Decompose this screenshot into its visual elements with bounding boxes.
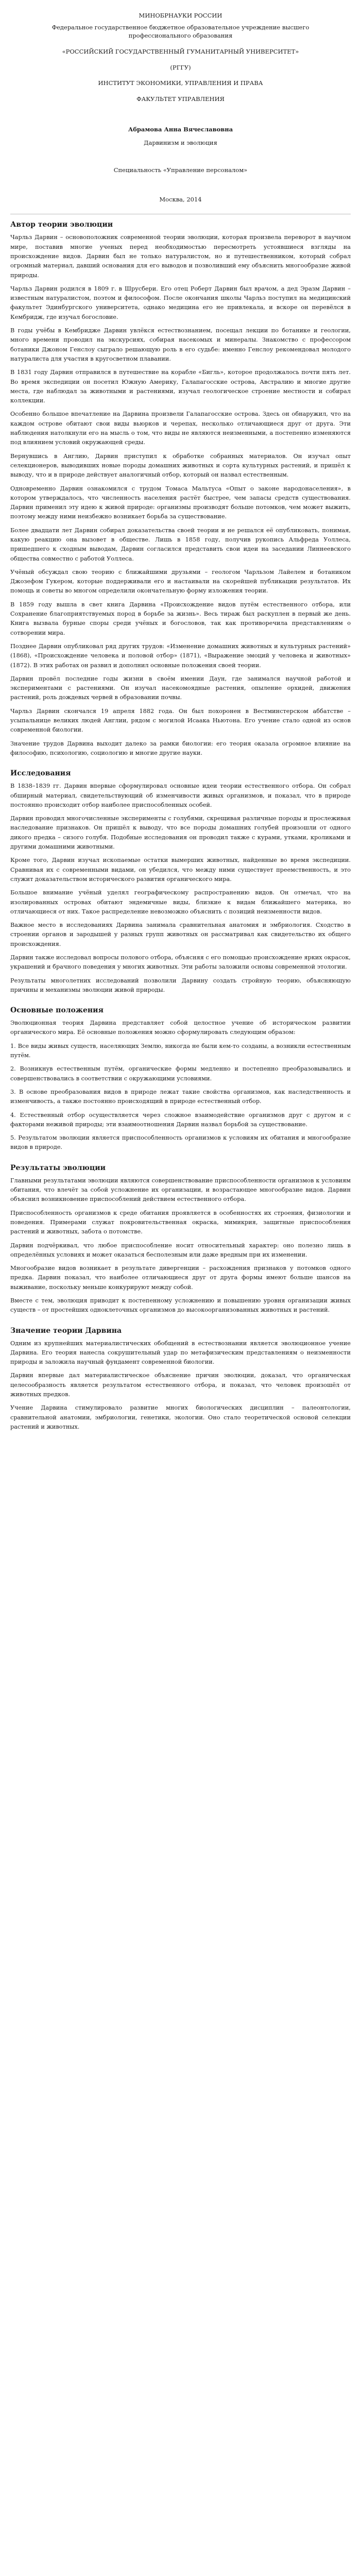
paragraph: Эволюционная теория Дарвина представляет собой целостное учение об историческом развитии органического мира. Её основные положения можно сформулировать следующим образом: [10, 1020, 351, 1036]
section-body [10, 782, 351, 995]
paragraph: Позднее Дарвин опубликовал ряд других трудов: «Изменение домашних животных и культурных растений» (1868), «Происхождение человека и половой отбор» (1871), «Выражение эмоций у человека и животных» (1872). В этих работах он развил и дополнил основные положения своей теории. [10, 642, 351, 669]
author-name: Абрамова Анна Вячеславовна [128, 125, 233, 133]
work-title: Дарвинизм и эволюция [144, 139, 217, 147]
paragraph: Чарльз Дарвин – основоположник современной теории эволюции, которая произвела переворот в научном мире, поставив многие ученых перед необходимостью пересмотреть устоявшиеся взгляды на происхождение видов. Дарвин был не только натуралистом, но и путешественником, который собрал огромный материал, давший основания для его выводов и позволивший ему объяснить многообразие живой природы. [10, 234, 351, 279]
section-body [10, 1339, 351, 1432]
paragraph: Чарльз Дарвин скончался 19 апреля 1882 года. Он был похоронен в Вестминстерском аббатстве – усыпальнице великих людей Англии, рядом с могилой Исаака Ньютона. Его учение стало одной из основ современной биологии. [10, 707, 351, 734]
university-name: «РОССИЙСКИЙ ГОСУДАРСТВЕННЫЙ ГУМАНИТАРНЫЙ УНИВЕРСИТЕТ» [62, 48, 299, 56]
paragraph: 5. Результатом эволюции является приспособленность организмов к условиям их обитания и многообразие видов в природе. [10, 1134, 351, 1151]
paragraph: Одним из крупнейших материалистических обобщений в естествознании является эволюционное учение Дарвина. Его теория нанесла сокрушительный удар по метафизическим представлениям о неизменности природы и заложила научный фундамент современной биологии. [10, 1340, 351, 1366]
paragraph: Чарльз Дарвин родился в 1809 г. в Шрусбери. Его отец Роберт Дарвин был врачом, а дед Эразм Дарвин – известным натуралистом, поэтом и философом. После окончания школы Чарльз поступил на медицинский факультет Эдинбургского университета, однако медицина его не привлекала, и вскоре он перевёлся в Кембридж, где изучал богословие. [10, 285, 351, 320]
paragraph: Приспособленность организмов к среде обитания проявляется в особенностях их строения, физиологии и поведения. Примерами служат покровительственная окраска, мимикрия, защитные приспособления растений и животных, забота о потомстве. [10, 1209, 351, 1235]
section-research [10, 769, 351, 995]
section-title: Исследования [10, 769, 71, 778]
section-body [10, 1176, 351, 1315]
section-principles [10, 1006, 351, 1153]
paragraph: Большое внимание учёный уделял географическому распространению видов. Он отмечал, что на изолированных островах обитают эндемичные виды, близкие к видам ближайшего материка, но отличающиеся от них. Такое распределение невозможно объяснить с позиций неизменности видов. [10, 889, 351, 915]
paragraph: Важное место в исследованиях Дарвина занимала сравнительная анатомия и эмбриология. Сходство в строении органов и зародышей у разных групп животных он рассматривал как свидетельство их общего происхождения. [10, 922, 351, 947]
paragraph: Главными результатами эволюции являются совершенствование приспособленности организмов к условиям обитания, что влечёт за собой усложнение их организации, и возрастающее многообразие видов. Дарвин объяснил возникновение приспособлений действием естественного отбора. [10, 1177, 351, 1203]
section-title: Автор теории эволюции [10, 221, 113, 229]
paragraph: Вместе с тем, эволюция приводит к постепенному усложнению и повышению уровня организации живых существ – от простейших одноклеточных организмов до высокоорганизованных животных и растений. [10, 1297, 351, 1314]
ministry-name: МИНОБРНАУКИ РОССИИ [139, 12, 222, 19]
paragraph: 2. Возникнув естественным путём, органические формы медленно и постепенно преобразовывались и совершенствовались в соответствии с окружающими условиями. [10, 1065, 351, 1082]
paragraph: Учение Дарвина стимулировало развитие многих биологических дисциплин – палеонтологии, сравнительной анатомии, эмбриологии, генетики, экологии. Оно стало теоретической основой селекции растений и животных. [10, 1404, 351, 1430]
document-page [10, 0, 351, 1456]
section-body [10, 233, 351, 758]
paragraph: Более двадцати лет Дарвин собирал доказательства своей теории и не решался её опубликовать, понимая, какую реакцию она вызовет в обществе. Лишь в 1858 году, получив рукопись Альфреда Уоллеса, пришедшего к сходным выводам, Дарвин согласился представить свои идеи на заседании Линнеевского общества совместно с работой Уоллеса. [10, 527, 351, 562]
institute-name: ИНСТИТУТ ЭКОНОМИКИ, УПРАВЛЕНИЯ И ПРАВА [98, 79, 263, 87]
paragraph: Одновременно Дарвин ознакомился с трудом Томаса Мальтуса «Опыт о законе народонаселения», в котором утверждалось, что численность населения растёт быстрее, чем запасы средств существования. Дарвин применил эту идею к живой природе: организмы производят больше потомков, чем может выжить, поэтому между ними неизбежно возникает борьба за существование. [10, 485, 351, 520]
paragraph: Многообразие видов возникает в результате дивергенции – расхождения признаков у потомков одного предка. Дарвин показал, что наиболее отличающиеся друг от друга формы имеют больше шансов на выживание, поскольку меньше конкурируют между собой. [10, 1265, 351, 1291]
paragraph: Кроме того, Дарвин изучал ископаемые остатки вымерших животных, найденные во время экспедиции. Сравнивая их с современными видами, он убедился, что между ними существует преемственность, и это служит доказательством исторического развития органического мира. [10, 857, 351, 883]
paragraph: Дарвин впервые дал материалистическое объяснение причин эволюции, доказал, что органическая целесообразность является результатом естественного отбора, и показал, что человек произошёл от животных предков. [10, 1372, 351, 1398]
paragraph: В годы учёбы в Кембридже Дарвин увлёкся естествознанием, посещал лекции по ботанике и геологии, много времени проводил на экскурсиях, собирая насекомых и минералы. Знакомство с профессором ботаники Джоном Генслоу сыграло решающую роль в его судьбе: именно Генслоу рекомендовал молодого натуралиста для участия в кругосветном плавании. [10, 327, 351, 362]
institution-type: Федеральное государственное бюджетное образовательное учреждение высшего профессионального образования [51, 23, 310, 40]
paragraph: Вернувшись в Англию, Дарвин приступил к обработке собранных материалов. Он изучал опыт селекционеров, выводивших новые породы домашних животных и сорта культурных растений, и пришёл к выводу, что и в природе действует аналогичный отбор, который он назвал естественным. [10, 452, 351, 479]
paragraph: В 1831 году Дарвин отправился в путешествие на корабле «Бигль», которое продолжалось почти пять лет. Во время экспедиции он посетил Южную Америку, Галапагосские острова, Австралию и многие другие места, где наблюдал за животными и растениями, изучал геологическое строение местности и собирал коллекции. [10, 369, 351, 404]
section-results [10, 1164, 351, 1315]
paragraph: Дарвин также исследовал вопросы полового отбора, объясняя с его помощью происхождение ярких окрасок, украшений и брачного поведения у многих животных. Эти работы заложили основы современной этологии. [10, 954, 351, 971]
page-bottom-space [10, 1436, 351, 1456]
paragraph: Дарвин проводил многочисленные эксперименты с голубями, скрещивая различные породы и прослеживая наследование признаков. Он пришёл к выводу, что все породы домашних голубей произошли от одного дикого предка – сизого голубя. Подобные исследования он проводил также с курами, утками, кроликами и другими домашними животными. [10, 815, 351, 851]
paragraph: 4. Естественный отбор осуществляется через сложное взаимодействие организмов друг с другом и с факторами неживой природы; эти взаимоотношения Дарвин назвал борьбой за существование. [10, 1111, 351, 1128]
section-significance [10, 1327, 351, 1432]
paragraph: Дарвин подчёркивал, что любое приспособление носит относительный характер: оно полезно лишь в определённых условиях и может оказаться бесполезным или даже вредным при их изменении. [10, 1242, 351, 1258]
specialty: Специальность «Управление персоналом» [113, 166, 248, 174]
paragraph: Особенно большое впечатление на Дарвина произвели Галапагосские острова. Здесь он обнаружил, что на каждом острове обитают свои виды вьюрков и черепах, несколько отличающиеся друг от друга. Эти наблюдения натолкнули его на мысль о том, что виды не являются неизменными, а постепенно изменяются под влиянием условий окружающей среды. [10, 411, 351, 446]
section-title: Значение теории Дарвина [10, 1326, 122, 1335]
paragraph: Дарвин провёл последние годы жизни в своём имении Даун, где занимался научной работой и экспериментами с растениями. Он изучал насекомоядные растения, опыление орхидей, движения растений, роль дождевых червей в образовании почвы. [10, 675, 351, 701]
paragraph: В 1859 году вышла в свет книга Дарвина «Происхождение видов путём естественного отбора, или Сохранение благоприятствуемых пород в борьбе за жизнь». Весь тираж был раскуплен в первый же день. Книга вызвала бурные споры среди учёных и богословов, так как противоречила представлениям о сотворении мира. [10, 601, 351, 636]
section-title: Основные положения [10, 1006, 104, 1015]
paragraph: Результаты многолетних исследований позволили Дарвину создать стройную теорию, объясняющую причины и механизмы эволюции живой природы. [10, 977, 351, 993]
paragraph: Учёный обсуждал свою теорию с ближайшими друзьями – геологом Чарльзом Лайелем и ботаником Джозефом Гукером, которые поддерживали его и настаивали на скорейшей публикации результатов. Их помощь и советы во многом определили окончательную форму изложения теории. [10, 568, 351, 595]
paragraph: 3. В основе преобразования видов в природе лежат такие свойства организмов, как наследственность и изменчивость, а также постоянно происходящий в природе естественный отбор. [10, 1088, 351, 1105]
faculty-name: ФАКУЛЬТЕТ УПРАВЛЕНИЯ [136, 95, 225, 103]
title-page [10, 2, 351, 210]
paragraph: В 1838–1839 гг. Дарвин впервые сформулировал основные идеи теории естественного отбора. Он собрал обширный материал, свидетельствующий об изменчивости живых организмов, и показал, что в природе постоянно происходит отбор наиболее приспособленных особей. [10, 783, 351, 808]
section-author [10, 221, 351, 758]
section-body [10, 1019, 351, 1153]
university-abbreviation: (РГГУ) [170, 63, 191, 71]
paragraph: 1. Все виды живых существ, населяющих Землю, никогда не были кем-то созданы, а возникли естественным путём. [10, 1042, 351, 1059]
paragraph: Значение трудов Дарвина выходит далеко за рамки биологии: его теория оказала огромное влияние на философию, психологию, социологию и многие другие науки. [10, 740, 351, 756]
place-year: Москва, 2014 [159, 195, 202, 203]
section-title: Результаты эволюции [10, 1163, 106, 1172]
